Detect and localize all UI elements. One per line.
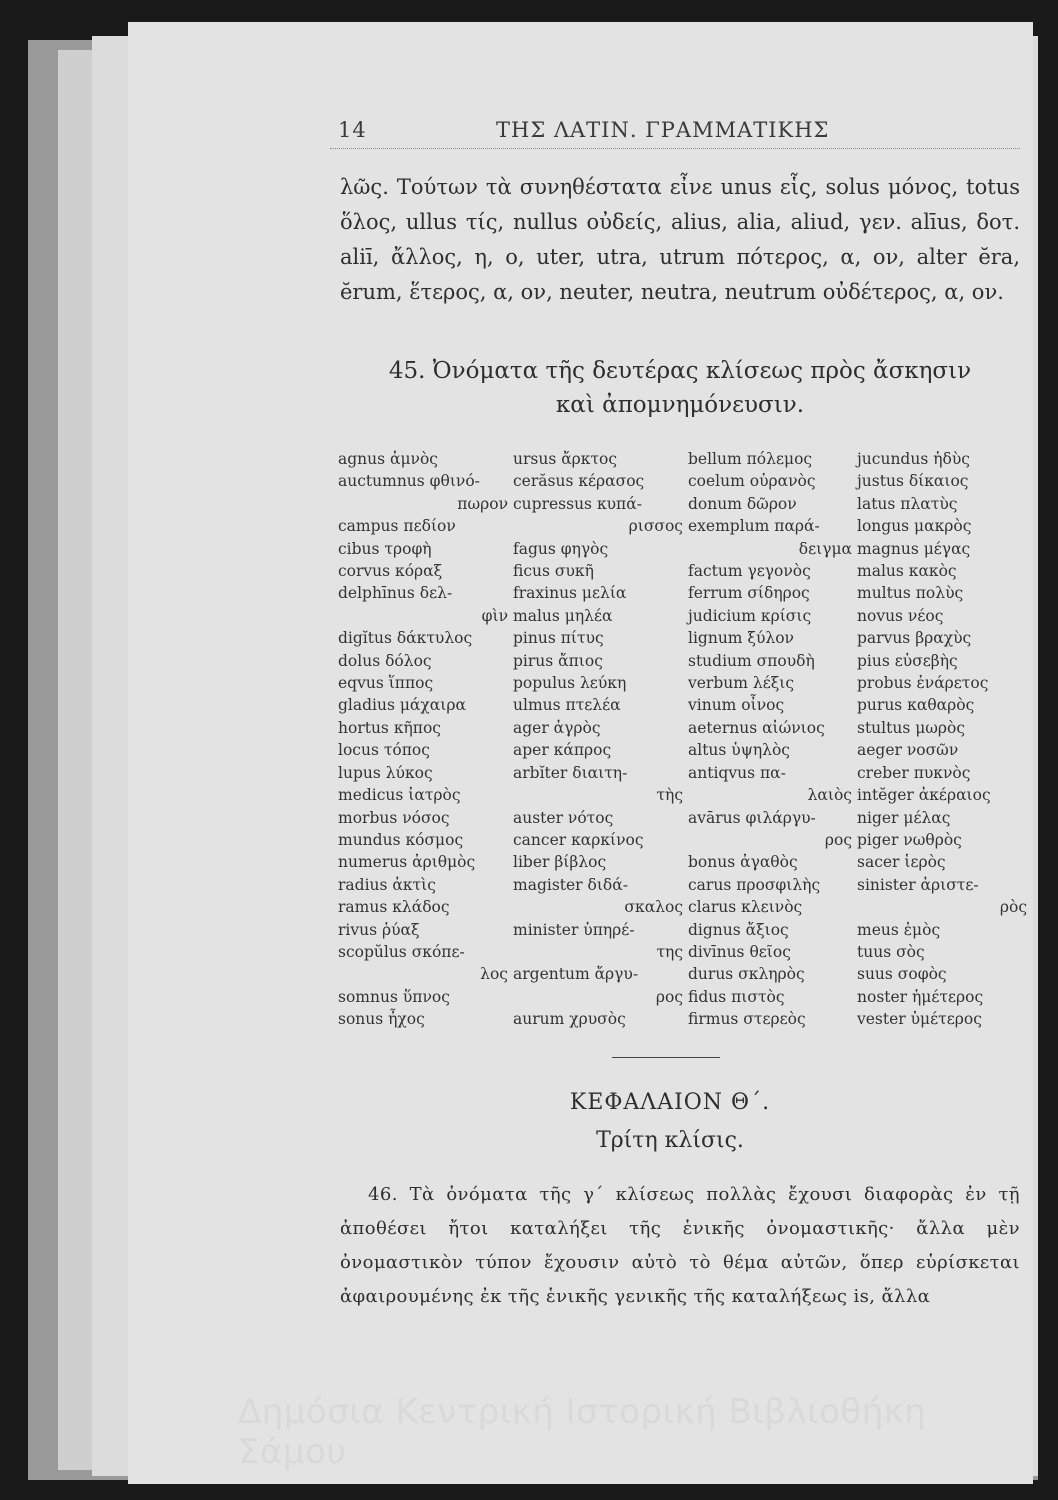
- vocab-entry: ursus ἄρκτος: [513, 450, 618, 468]
- vocab-entry-continuation: φὶν: [481, 606, 508, 625]
- vocab-entry: justus δίκαιος: [857, 472, 969, 491]
- vocab-entry: morbus νόσος: [338, 808, 450, 827]
- vocab-entry: cibus τροφὴ: [338, 539, 432, 558]
- vocab-entry: ager ἀγρὸς: [513, 718, 601, 737]
- vocab-entry: noster ἡμέτερος: [857, 987, 984, 1006]
- vocab-entry: cancer καρκίνος: [513, 830, 644, 849]
- vocab-entry: hortus κῆπος: [338, 718, 441, 737]
- vocab-entry: radius ἀκτὶς: [338, 875, 436, 894]
- vocab-entry: ulmus πτελέα: [513, 696, 621, 715]
- vocab-entry: cupressus κυπά-: [513, 494, 642, 513]
- vocab-entry: durus σκληρὸς: [688, 965, 805, 984]
- vocab-entry: probus ἐνάρετος: [857, 674, 989, 693]
- vocab-column-4: [857, 448, 1027, 1031]
- vocab-column-2: [513, 448, 683, 1031]
- vocab-entry: novus νέος: [857, 606, 944, 625]
- vocab-entry: aeger νοσῶν: [857, 741, 959, 760]
- running-title: ΤΗΣ ΛΑΤΙΝ. ΓΡΑΜΜΑΤΙΚΗΣ: [496, 118, 830, 142]
- vocab-entry: tuus σὸς: [857, 942, 925, 961]
- vocab-entry: lignum ξύλον: [688, 629, 794, 648]
- vocab-entry: corvus κόραξ: [338, 562, 443, 581]
- vocab-entry: parvus βραχὺς: [857, 629, 972, 648]
- vocab-entry-continuation: ρος: [655, 987, 683, 1006]
- vocab-entry: pinus πίτυς: [513, 629, 604, 648]
- vocab-entry: fagus φηγὸς: [513, 539, 609, 558]
- section-title-line2: καὶ ἀπομνημόνευσιν.: [555, 392, 805, 418]
- vocab-entry: bonus ἀγαθὸς: [688, 853, 798, 872]
- vocab-entry-continuation: ρος: [824, 830, 852, 849]
- vocab-entry: delphīnus δελ-: [338, 584, 453, 603]
- vocab-entry: minister ὑπηρέ-: [513, 920, 635, 939]
- vocab-entry: niger μέλας: [857, 808, 951, 827]
- vocab-entry: argentum ἄργυ-: [513, 965, 639, 984]
- section-number: 45.: [388, 358, 426, 384]
- section-45-heading: [340, 354, 1020, 422]
- vocab-entry: scopŭlus σκόπε-: [338, 942, 465, 961]
- chapter-subtitle: Τρίτη κλίσις.: [596, 1128, 744, 1153]
- vocab-entry: coelum οὐρανὸς: [688, 472, 816, 491]
- vocab-entry-continuation: λος: [480, 965, 508, 984]
- vocab-entry: numerus ἀριθμὸς: [338, 853, 476, 872]
- vocab-entry: pius εὐσεβὴς: [857, 651, 958, 670]
- intro-paragraph: [340, 170, 1020, 310]
- vocab-entry: clarus κλεινὸς: [688, 898, 803, 917]
- vocab-entry: auster νότος: [513, 808, 614, 827]
- vocab-entry: antiqvus πα-: [688, 763, 786, 782]
- vocab-entry: populus λεύκη: [513, 674, 627, 693]
- vocab-entry: eqvus ἵππος: [338, 674, 434, 693]
- vocab-entry: dignus ἄξιος: [688, 920, 789, 939]
- vocab-entry: intĕger ἀκέραιος: [857, 786, 991, 805]
- vocab-entry: fidus πιστὸς: [688, 987, 785, 1006]
- vocab-entry-continuation: τὴς: [656, 786, 683, 805]
- vocab-entry: somnus ὕπνος: [338, 987, 450, 1006]
- vocab-entry: magister διδά-: [513, 875, 628, 894]
- vocab-entry: sonus ἦχος: [338, 1010, 425, 1029]
- vocab-entry: verbum λέξις: [688, 674, 795, 693]
- vocab-entry-continuation: πωρον: [457, 494, 508, 513]
- paragraph-46-text: 46. Τὰ ὀνόματα τῆς γ΄ κλίσεως πολλὰς ἔχουσι διαφορὰς ἐν τῇ ἀποθέσει ἤτοι καταλήξει τῆς ἑνικῆς ὀνομαστικῆς· ἄλλα μὲν ὀνομαστικὸν τύπον ἔχουσιν αὐτὸ τὸ θέμα αὐτῶν, ὅπερ εὑρίσκεται ἀφαιρουμένης ἐκ τῆς ἑνικῆς γενικῆς τῆς καταλήξεως is, ἄλλα: [340, 1184, 1020, 1307]
- vocab-entry: sacer ἱερὸς: [857, 853, 946, 872]
- vocab-entry: altus ὑψηλὸς: [688, 741, 790, 760]
- section-45-line1: [340, 354, 1020, 388]
- vocab-entry: aurum χρυσὸς: [513, 1010, 626, 1029]
- vocab-entry: campus πεδίον: [338, 517, 456, 536]
- vocab-entry: mundus κόσμος: [338, 830, 464, 849]
- vocab-entry: meus ἐμὸς: [857, 920, 941, 939]
- vocab-entry: divīnus θεῖος: [688, 942, 791, 961]
- vocab-entry: factum γεγονὸς: [688, 562, 811, 581]
- vocab-entry: sinister ἀριστε-: [857, 875, 979, 894]
- vocab-entry: dolus δόλος: [338, 651, 432, 670]
- paragraph-46: [340, 1178, 1020, 1314]
- vocab-entry: studium σπουδὴ: [688, 651, 815, 670]
- section-title-line1: Ὀνόματα τῆς δευτέρας κλίσεως πρὸς ἄσκησιν: [432, 358, 972, 384]
- vocab-entry: ferrum σίδηρος: [688, 584, 810, 603]
- library-watermark: Δημόσια Κεντρική Ιστορική Βιβλιοθήκη Σάμου: [238, 1392, 927, 1472]
- vocab-entry: judicium κρίσις: [688, 606, 812, 625]
- vocab-entry: malus μηλέα: [513, 606, 613, 625]
- vocab-entry: medicus ἰατρὸς: [338, 786, 461, 805]
- intro-text: λῶς. Τούτων τὰ συνηθέστατα εἶνε unus εἷς, solus μόνος, totus ὅλος, ullus τίς, nullus οὐδείς, alius, alia, aliud, γεν. alīus, δοτ. aliī, ἄλλος, η, ο, uter, utra, utrum πότερος, α, ον, alter ĕra, ĕrum, ἕτερος, α, ον, neuter, neutra, neutrum οὐδέτερος, α, ον.: [340, 175, 1020, 304]
- vocab-entry: ramus κλάδος: [338, 898, 450, 917]
- vocab-column-1: [338, 448, 508, 1031]
- vocab-entry: vester ὑμέτερος: [857, 1010, 982, 1029]
- vocab-entry: carus προσφιλὴς: [688, 875, 821, 894]
- vocab-entry-continuation: δειγμα: [798, 539, 852, 558]
- vocab-entry: gladius μάχαιρα: [338, 696, 466, 715]
- vocab-entry: aeternus αἰώνιος: [688, 718, 825, 737]
- vocab-entry: ficus συκῆ: [513, 562, 594, 581]
- vocab-entry: avārus φιλάργυ-: [688, 808, 816, 827]
- vocab-entry: jucundus ἡδὺς: [857, 450, 970, 468]
- vocab-entry: lupus λύκος: [338, 763, 433, 782]
- vocab-entry: aper κάπρος: [513, 741, 612, 760]
- vocab-entry: cerăsus κέρασος: [513, 472, 645, 491]
- vocab-entry: suus σοφὸς: [857, 965, 947, 984]
- vocab-entry-continuation: ρὸς: [999, 898, 1027, 917]
- vocab-column-3: [688, 448, 852, 1031]
- vocab-entry: purus καθαρὸς: [857, 696, 975, 715]
- vocab-entry: malus κακὸς: [857, 562, 957, 581]
- vocab-entry: vinum οἶνος: [688, 696, 785, 715]
- vocab-entry: bellum πόλεμος: [688, 450, 813, 468]
- vocab-entry: longus μακρὸς: [857, 517, 972, 536]
- vocab-entry-continuation: της: [656, 942, 683, 961]
- vocab-entry-continuation: ρισσος: [628, 517, 683, 536]
- vocab-entry: digĭtus δάκτυλος: [338, 629, 473, 648]
- vocab-entry: pirus ἄπιος: [513, 651, 603, 670]
- vocab-entry: agnus ἀμνὸς: [338, 450, 438, 468]
- vocab-entry: rivus ῥύαξ: [338, 920, 420, 939]
- vocab-entry-continuation: λαιὸς: [807, 786, 852, 805]
- vocab-entry: auctumnus φθινό-: [338, 472, 480, 491]
- vocab-entry: magnus μέγας: [857, 539, 971, 558]
- vocab-entry: donum δῶρον: [688, 494, 797, 513]
- vocab-entry: arbĭter διαιτη-: [513, 763, 628, 782]
- divider-rule: [612, 1057, 720, 1058]
- vocab-entry: exemplum παρά-: [688, 517, 820, 536]
- vocab-entry: multus πολὺς: [857, 584, 964, 603]
- vocab-entry: piger νωθρὸς: [857, 830, 962, 849]
- vocab-entry-continuation: σκαλος: [624, 898, 683, 917]
- running-head: [330, 118, 1020, 149]
- vocab-entry: latus πλατὺς: [857, 494, 958, 513]
- page-number: 14: [338, 118, 367, 142]
- vocab-entry: firmus στερεὸς: [688, 1010, 806, 1029]
- chapter-title: ΚΕΦΑΛΑΙΟΝ Θ΄.: [569, 1090, 771, 1115]
- vocab-entry: locus τόπος: [338, 741, 430, 760]
- vocab-entry: creber πυκνὸς: [857, 763, 971, 782]
- vocab-entry: fraxinus μελία: [513, 584, 627, 603]
- vocab-entry: liber βίβλος: [513, 853, 607, 872]
- vocab-entry: stultus μωρὸς: [857, 718, 966, 737]
